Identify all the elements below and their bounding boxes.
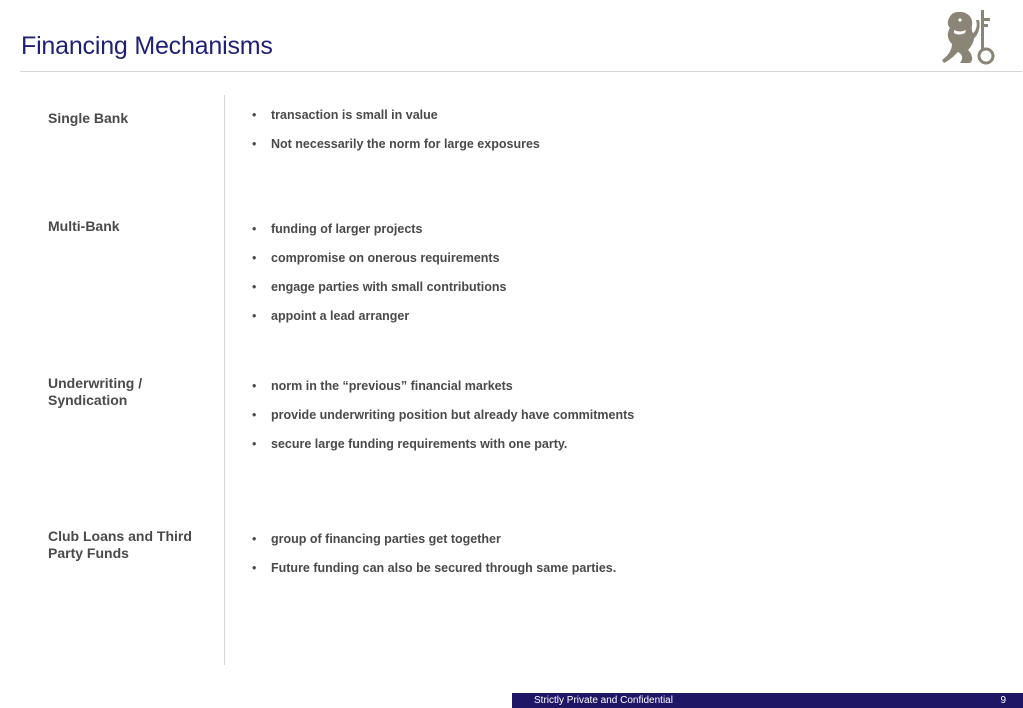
bullet-dot: •	[252, 437, 257, 451]
bullet-text: funding of larger projects	[271, 222, 423, 236]
list-item	[252, 279, 506, 308]
list-item	[252, 531, 616, 560]
bullet-text: Future funding can also be secured through same parties.	[271, 561, 617, 575]
list-item	[252, 436, 634, 465]
bullet-text: compromise on onerous requirements	[271, 251, 500, 265]
list-item	[252, 136, 540, 165]
footer-bar	[512, 693, 1023, 708]
lion-key-crest-icon	[938, 6, 998, 66]
bullet-list-single-bank	[252, 107, 540, 165]
bullet-dot: •	[252, 408, 257, 422]
bullet-list-multi-bank	[252, 221, 506, 337]
section-label-multi-bank: Multi-Bank	[48, 218, 120, 234]
bullet-text: engage parties with small contributions	[271, 280, 507, 294]
page-number: 9	[1000, 695, 1006, 706]
list-item	[252, 560, 616, 589]
bullet-dot: •	[252, 137, 257, 151]
bullet-dot: •	[252, 532, 257, 546]
bullet-dot: •	[252, 108, 257, 122]
section-label-club-loans: Club Loans and Third Party Funds	[48, 528, 192, 561]
section-label-single-bank: Single Bank	[48, 110, 129, 126]
bullet-text: provide underwriting position but already have commitments	[271, 408, 635, 422]
bullet-text: secure large funding requirements with one party.	[271, 437, 568, 451]
bullet-list-club-loans	[252, 531, 616, 589]
bullet-text: norm in the “previous” financial markets	[271, 379, 513, 393]
bullet-list-underwriting	[252, 378, 634, 465]
bullet-dot: •	[252, 379, 257, 393]
title-rule	[20, 71, 1022, 72]
bullet-dot: •	[252, 222, 257, 236]
confidentiality-notice: Strictly Private and Confidential	[534, 695, 673, 706]
list-item	[252, 407, 634, 436]
list-item	[252, 250, 506, 279]
bullet-text: transaction is small in value	[271, 108, 438, 122]
list-item	[252, 308, 506, 337]
bullet-dot: •	[252, 561, 257, 575]
section-label-underwriting: Underwriting / Syndication	[48, 375, 143, 408]
bullet-dot: •	[252, 309, 257, 323]
list-item	[252, 107, 540, 136]
page-title: Financing Mechanisms	[21, 32, 273, 60]
bullet-text: Not necessarily the norm for large exposures	[271, 137, 540, 151]
bullet-text: group of financing parties get together	[271, 532, 501, 546]
bullet-dot: •	[252, 280, 257, 294]
list-item	[252, 378, 634, 407]
bullet-dot: •	[252, 251, 257, 265]
bullet-text: appoint a lead arranger	[271, 309, 410, 323]
list-item	[252, 221, 506, 250]
column-divider	[224, 95, 225, 665]
